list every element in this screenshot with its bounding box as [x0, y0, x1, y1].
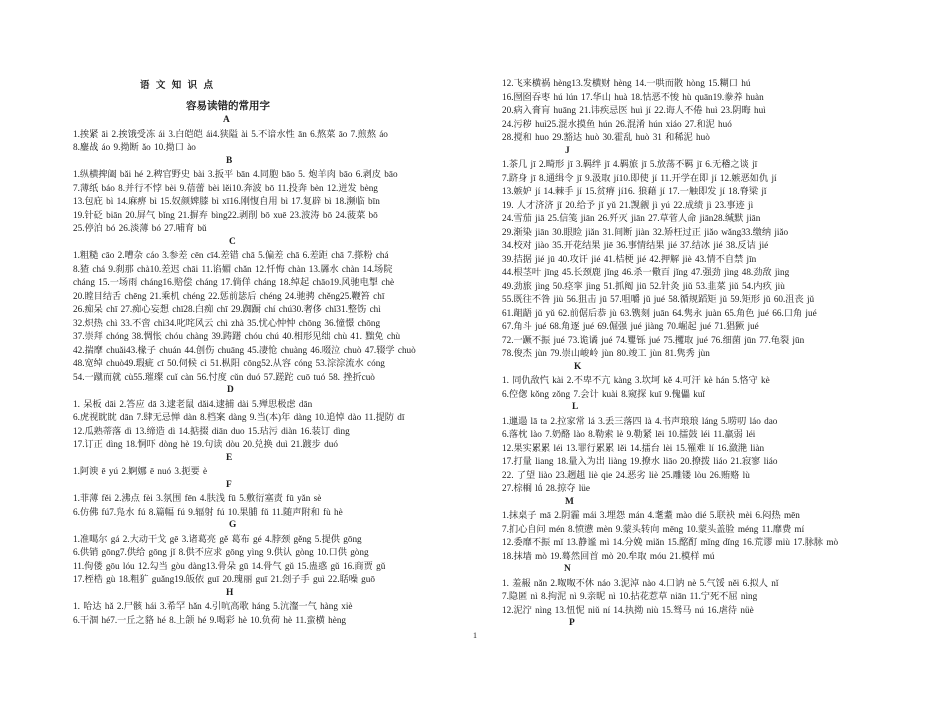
- entry-line: 1.菲薄 fěi 2.沸点 fèi 3.氛围 fēn 4.肤浅 fū 5.敷衍塞责 fū yǎn sè: [73, 493, 322, 504]
- entry-line: 32.炽热 chì 33.不啻 chì34.叱咤风云 chì zhà 35.忧心忡忡 chōng 36.憧憬 chōng: [73, 317, 381, 328]
- entry-line: 6.供销 gōng7.供给 gōng jǐ 8.供不应求 gōng yìng 9.供认 gòng 10.口供 gòng: [73, 547, 369, 558]
- entry-line: 13.包庇 bì 14.麻痹 bì 15.奴颜婢膝 bì xī16.刚愎自用 bì 17.复辟 bì 18.濒临 bīn: [73, 196, 380, 207]
- entry-line: 6.虎视眈眈 dān 7.肆无忌惮 dàn 8.档案 dàng 9.当(本)年 dàng 10.追悼 dào 11.提防 dī: [73, 412, 405, 423]
- entry-line: 1.挨紧 āi 2.挨饿受冻 ái 3.白皑皑 ái4.狭隘 ài 5.不谙水性 ān 6.熬菜 āo 7.煎熬 áo: [73, 128, 388, 139]
- entry-line: 1.粗糙 cāo 2.嘈杂 cáo 3.参差 cēn cī4.差错 chā 5.偏差 chā 6.差距 chā 7.搽粉 chá: [73, 250, 389, 261]
- entry-line: 7.薄纸 báo 8.并行不悖 bèi 9.蓓蕾 bèi lěi10.奔波 bō 11.投奔 bèn 12.迸发 bèng: [73, 182, 378, 193]
- entry-line: 1. 羞赧 nǎn 2.呶呶不休 náo 3.泥淖 nào 4.口讷 nè 5.气馁 něi 6.拟人 nǐ: [502, 577, 779, 588]
- left-column: [73, 114, 445, 627]
- entry-line: 7.扪心自问 mén 8.愤懑 mèn 9.蒙头转向 mēng 10.蒙头盖脸 méng 11.靡费 mí: [502, 523, 805, 534]
- entry-line: 42.揣摩 chuǎi43.椽子 chuán 44.创伤 chuāng 45.凄怆 chuàng 46.啜泣 chuò 47.辍学 chuò: [73, 344, 416, 355]
- entry-line: 17.桎梏 gù 18.粗犷 guǎng19.皈依 guī 20.瑰丽 guī 21.刽子手 guì 22.聒噪 guō: [73, 574, 375, 585]
- entry-line: 19.针砭 biān 20.屏气 bǐng 21.摒弃 bìng22.剥削 bō xuē 23.波涛 bō 24.菠菜 bō: [73, 209, 378, 220]
- section-letter-a: A: [223, 115, 230, 126]
- entry-line: 1.抹桌子 mā 2.阴霾 mái 3.埋怨 mán 4.耄耋 mào dié 5.联袂 mèi 6.闷热 mēn: [502, 510, 800, 521]
- entry-line: 22. 了望 liào 23.趔趄 liè qie 24.恶劣 liè 25.雕镂 lòu 26.贿赂 lù: [502, 469, 750, 480]
- entry-line: 78.俊杰 jùn 79.崇山峻岭 jùn 80.竣工 jùn 81.隽秀 jùn: [502, 348, 710, 359]
- section-letter-h: H: [226, 587, 234, 598]
- entry-line: 7.隐匿 nì 8.拘泥 nì 9.亲昵 nì 10.拈花惹草 niān 11.宁死不屈 nìng: [502, 591, 758, 602]
- entry-line: 27.棕榈 lǘ 28.掠夺 lüe: [502, 483, 590, 494]
- entry-line: 55.既往不咎 jiù 56.狙击 jū 57.咀嚼 jǔ jué 58.循规蹈矩 jǔ 59.矩形 jǔ 60.沮丧 jǔ: [502, 294, 815, 305]
- entry-line: 18.抹墙 mò 19.蓦然回首 mò 20.牟取 móu 21.模样 mú: [502, 550, 715, 561]
- entry-line: 17.订正 dìng 18.恫吓 dòng hè 19.句读 dòu 20.兑换 duì 21.踱步 duó: [73, 439, 338, 450]
- section-letter-f: F: [226, 479, 232, 490]
- entry-line: 26.痴呆 chī 27.痴心妄想 chī28.白痴 chī 29.踟蹰 chí chú30.奢侈 chǐ31.整饬 chì: [73, 304, 381, 315]
- section-letter-c: C: [229, 236, 236, 247]
- entry-line: 17.打量 liang 18.量入为出 liàng 19.撩水 liāo 20.撩拨 liáo 21.寂寥 liáo: [502, 456, 778, 467]
- section-letter-l: L: [572, 402, 579, 413]
- entry-line: 39.拮据 jié jū 40.攻讦 jié 41.桔梗 jié 42.押解 jiè 43.情不自禁 jīn: [502, 253, 757, 264]
- entry-line: 6.倥偬 kǒng zǒng 7.会计 kuài 8.窥探 kuī 9.傀儡 kuǐ: [502, 388, 705, 399]
- entry-line: 7.跻身 jī 8.通缉令 jī 9.汲取 jí10.即使 jí 11.开学在即 jí 12.嫉恶如仇 jí: [502, 172, 777, 183]
- entry-line: 29.渐染 jiān 30.眼睑 jiǎn 31.间断 jiàn 32.矫枉过正 jiǎo wǎng33.缴纳 jiǎo: [502, 226, 789, 237]
- entry-line: 44.根茎叶 jīng 45.长颈鹿 jǐng 46.杀一儆百 jǐng 47.强劲 jìng 48.劲敌 jìng: [502, 267, 790, 278]
- entry-line: 1.邋遢 lā ta 2.拉家常 lá 3.丢三落四 là 4.书声琅琅 láng 5.唠叨 láo dao: [502, 415, 778, 426]
- document-title: 语 文 知 识 点: [140, 81, 216, 91]
- section-letter-n: N: [564, 564, 571, 575]
- entry-line: 25.停泊 bó 26.淡薄 bó 27.哺育 bǔ: [73, 223, 207, 234]
- entry-line: 12.委靡不振 mǐ 13.静谧 mì 14.分娩 miǎn 15.酩酊 mǐng dǐng 16.荒谬 miù 17.脉脉 mò: [502, 537, 839, 548]
- document-subtitle: 容易读错的常用字: [186, 101, 270, 112]
- entry-line: 1.阿谀 ē yú 2.婀娜 ē nuó 3.扼要 è: [73, 466, 208, 477]
- entry-line: 16.囫囵吞枣 hú lún 17.华山 huà 18.怙恶不悛 hù quān19.豢养 huàn: [502, 91, 764, 102]
- entry-line: 24.雪茄 jiā 25.信笺 jiān 26.歼灭 jiān 27.草菅人命 jiān28.缄默 jiān: [502, 213, 761, 224]
- entry-line: 12.瓜熟蒂落 dì 13.缔造 dì 14.掂掇 diān duo 15.玷污 diàn 16.装订 dìng: [73, 425, 350, 436]
- entry-line: cháng 15.一场雨 cháng16.赔偿 cháng 17.倘佯 cháng 18.绰起 chāo19.风驰电掣 chè: [73, 277, 395, 288]
- entry-line: 1.纵横捭阖 bǎi hé 2.稗官野史 bài 3.扳平 bān 4.同胞 bāo 5. 炮羊肉 bāo 6.剥皮 bāo: [73, 169, 398, 180]
- entry-line: 61.龃龉 jǔ yǔ 62.前倨后恭 jù 63.镌刻 juān 64.隽永 juàn 65.角色 jué 66.口角 jué: [502, 307, 817, 318]
- section-letter-g: G: [229, 520, 237, 531]
- entry-line: 1.茶几 jī 2.畸形 jī 3.羁绊 jī 4.羁旅 jī 5.放荡不羁 jī 6.无稽之谈 jī: [502, 159, 758, 170]
- section-letter-m: M: [565, 496, 574, 507]
- entry-line: 13.嫉妒 jí 14.棘手 jí 15.贫瘠 jí16. 狼藉 jí 17.一触即发 jí 18.脊梁 jǐ: [502, 186, 767, 197]
- entry-line: 37.崇拜 chóng 38.惆怅 chóu chàng 39.踌躇 chóu chú 40.相形见绌 chù 41. 黜免 chù: [73, 331, 401, 342]
- entry-line: 20.瞠目结舌 chēng 21.乘机 chéng 22.惩前毖后 chéng 24.驰骋 chěng25.鞭笞 chī: [73, 290, 385, 301]
- section-letter-k: K: [574, 361, 582, 372]
- entry-line: 12.飞来横祸 hèng13.发横财 hèng 14.一哄而散 hòng 15.糊口 hú: [502, 78, 751, 89]
- section-letter-e: E: [226, 452, 233, 463]
- entry-line: 1.准噶尔 gá 2.大动干戈 gē 3.诸葛亮 gě 葛布 gé 4.脖颈 gěng 5.提供 gōng: [73, 533, 362, 544]
- entry-line: 11.佝偻 gōu lóu 12.勾当 gòu dàng13.骨朵 gū 14.骨气 gǔ 15.蛊惑 gǔ 16.商贾 gǔ: [73, 560, 386, 571]
- section-letter-j: J: [565, 145, 570, 156]
- entry-line: 1. 呆板 dāi 2.答应 dā 3.逮老鼠 dǎi4.逮捕 dài 5.殚思极虑 dān: [73, 398, 313, 409]
- entry-line: 6.仿佛 fú7.凫水 fú 8.篇幅 fú 9.辐射 fú 10.果脯 fǔ 11.随声附和 fù hè: [73, 506, 343, 517]
- entry-line: 34.校对 jiào 35.开花结果 jiē 36.事情结果 jié 37.结冰 jié 38.反诘 jié: [502, 240, 769, 251]
- page-number: 1: [473, 631, 477, 640]
- entry-line: 8.猹 chá 9.刹那 chà10.差迟 chāi 11.谄媚 chǎn 12.忏悔 chàn 13.羼水 chàn 14.场院: [73, 263, 393, 274]
- entry-line: 19. 人才济济 jǐ 20.给予 jǐ yǔ 21.觊觎 jì yú 22.成绩 jì 23.事迹 jì: [502, 199, 754, 210]
- entry-line: 48.宽绰 chuò49.瑕疵 cī 50.伺候 cì 51.枞阳 cōng52.从容 cóng 53.淙淙流水 cóng: [73, 358, 385, 369]
- entry-line: 54.一蹴而就 cù55.璀璨 cuǐ càn 56.忖度 cǔn duó 57.蹉跎 cuō tuó 58. 挫折cuò: [73, 371, 375, 382]
- entry-line: 1. 哈达 hǎ 2.尸骸 hái 3.希罕 hǎn 4.引吭高歌 háng 5.沆瀣一气 hàng xiè: [73, 601, 353, 612]
- section-letter-b: B: [226, 155, 233, 166]
- entry-line: 12.泥泞 nìng 13.忸怩 niǔ ní 14.执拗 niù 15.驽马 nú 16.虐待 nüè: [502, 604, 754, 615]
- section-letter-p: P: [569, 618, 575, 629]
- entry-line: 8.鏖战 áo 9.拗断 ǎo 10.拗口 ào: [73, 142, 196, 153]
- entry-line: 12.果实累累 léi 13.罪行累累 lěi 14.擂台 lèi 15.罹难 lí 16.潋滟 liàn: [502, 442, 765, 453]
- entry-line: 6.落枕 lào 7.奶酪 lào 8.勒索 lè 9.勒紧 lēi 10.擂鼓 léi 11.羸弱 léi: [502, 429, 756, 440]
- entry-line: 28.搅和 huo 29.豁达 huò 30.霍乱 huò 31 和稀泥 huò: [502, 132, 710, 143]
- entry-line: 72.一蹶不振 jué 73.诡谲 jué 74.矍铄 jué 75.攫取 jué 76.细菌 jūn 77.龟裂 jūn: [502, 334, 805, 345]
- entry-line: 1. 同仇敌忾 kài 2.不卑不亢 kàng 3.坎坷 kě 4.可汗 kè hán 5.恪守 kè: [502, 375, 770, 386]
- entry-line: 6.干涸 hé7.一丘之貉 hé 8.上颌 hé 9.喝彩 hè 10.负荷 hè 11.蛮横 hèng: [73, 614, 347, 625]
- entry-line: 67.角斗 jué 68.角逐 jué 69.倔强 jué jiàng 70.崛起 jué 71.猖獗 jué: [502, 321, 759, 332]
- right-column: [502, 77, 888, 631]
- entry-line: 49.劲旅 jìng 50.痉挛 jìng 51.抓阄 jiū 52.针灸 jiǔ 53.韭菜 jiǔ 54.内疚 jiù: [502, 280, 785, 291]
- entry-line: 20.病入膏肓 huāng 21.讳疾忌医 huì jí 22.诲人不倦 huì 23.阴晦 huì: [502, 105, 766, 116]
- section-letter-d: D: [227, 385, 234, 396]
- entry-line: 24.污秽 huì25.混水摸鱼 hún 26.混淆 hún xiáo 27.和泥 huó: [502, 118, 732, 129]
